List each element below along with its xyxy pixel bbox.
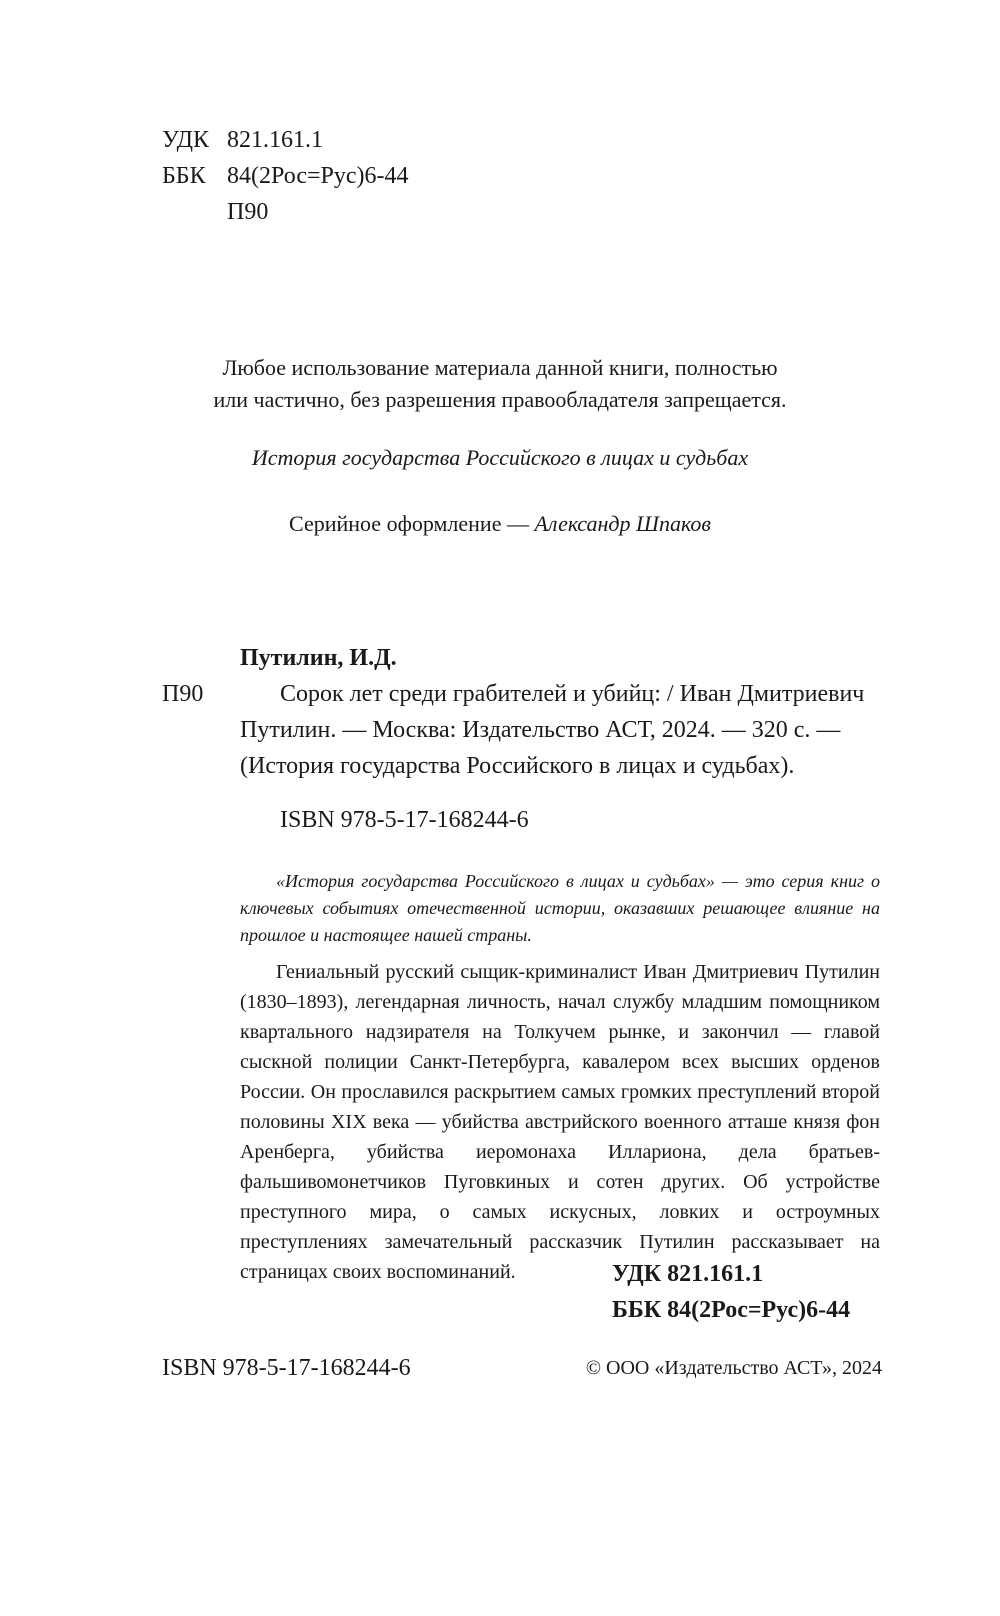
bibliographic-line1: Сорок лет среди грабителей и убийц: / Иван Дмитриевич [280,681,865,707]
design-credit-label: Серийное оформление — [289,511,529,536]
bottom-bbk: ББК 84(2Рос=Рус)6-44 [612,1297,851,1323]
top-classification-codes [162,122,409,230]
author-mark: П90 [227,199,269,225]
design-credit-name: Александр Шпаков [534,511,711,536]
series-title: История государства Российского в лицах и судьбах [251,445,749,470]
bibliographic-heading: Путилин, И.Д. [240,645,397,671]
copyright-notice-line1: Любое использование материала данной книги, полностью [222,355,778,380]
udk-label: УДК [162,127,209,153]
copyright-notice [180,352,820,416]
copyright-notice-line2: или частично, без разрешения правообладателя запрещается. [213,387,787,412]
bibliographic-line2: Путилин. — Москва: Издательство АСТ, 2024. — 320 с. — [240,717,841,743]
bibliographic-line3: (История государства Российского в лицах и судьбах). [240,753,795,779]
bbk-value: 84(2Рос=Рус)6-44 [227,163,409,189]
annotation-series-description: «История государства Российского в лицах и судьбах» — это серия книг о ключевых событиях отечественной истории, оказавших решающее влияние на прошлое и настоящее нашей страны. [240,871,880,945]
bottom-udk: УДК 821.161.1 [612,1261,764,1287]
annotation [240,868,880,1287]
bottom-classification-codes [612,1256,850,1328]
bbk-label: ББК [162,163,206,189]
design-credit [180,508,820,540]
bibliographic-description [240,676,880,784]
footer-isbn: ISBN 978-5-17-168244-6 [162,1355,411,1381]
bibliographic-author-mark: П90 [162,681,204,707]
bibliographic-isbn: ISBN 978-5-17-168244-6 [280,807,529,833]
udk-value: 821.161.1 [227,127,323,153]
footer-copyright: © ООО «Издательство АСТ», 2024 [585,1357,882,1379]
annotation-body: Гениальный русский сыщик-криминалист Иван Дмитриевич Путилин (1830–1893), легендарная личность, начал службу младшим помощником квартального надзирателя на Толкучем рынке, и закончил — главой сыскной полиции Санкт-Петербурга, кавалером всех высших орденов России. Он прославился раскрытием самых громких преступлений второй половины XIX века — убийства австрийского военного атташе князя фон Аренберга, убийства иеромонаха Иллариона, дела братьев-фальшивомонетчиков Пуговкиных и сотен других. Об устройстве преступного мира, о самых искусных, ловких и остроумных преступлениях замечательный рассказчик Путилин рассказывает на страницах своих воспоминаний. [240,961,880,1283]
